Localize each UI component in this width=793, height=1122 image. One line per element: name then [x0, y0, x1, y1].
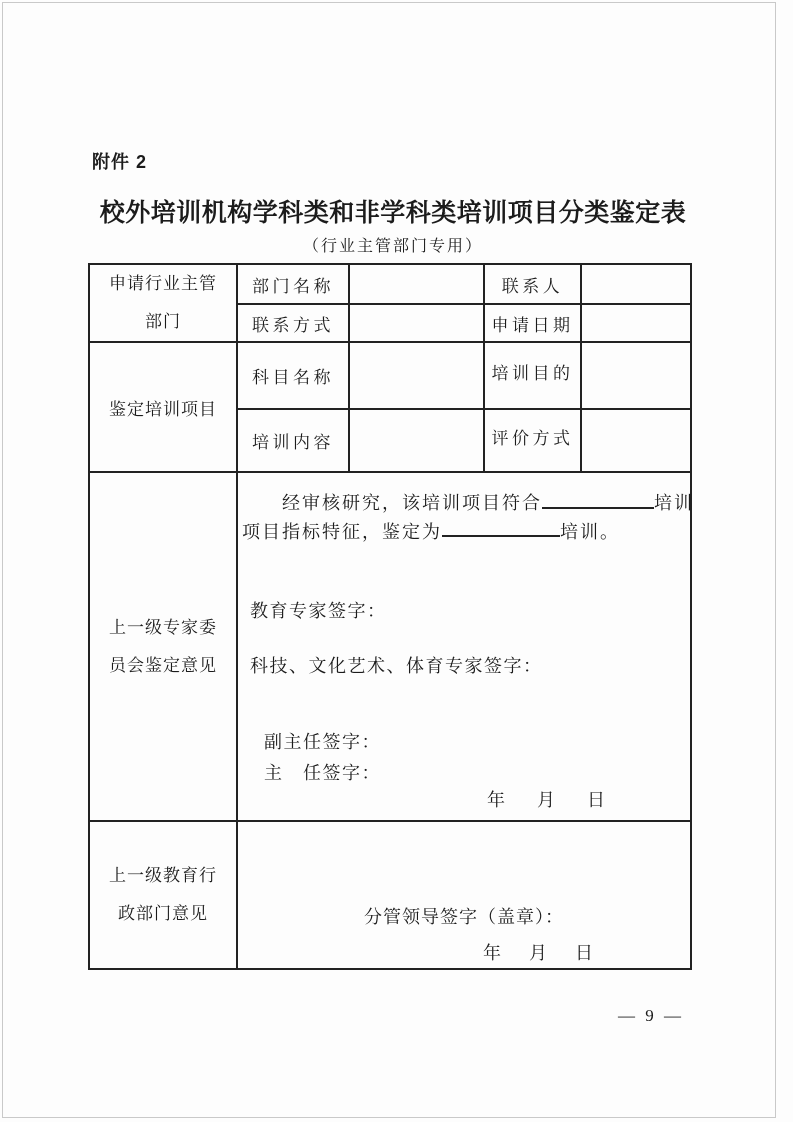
contact-person-input-cell[interactable] — [581, 264, 691, 304]
applicant-section-label: 申请行业主管部门 — [89, 264, 237, 342]
table-row — [89, 342, 691, 409]
document-subtitle: （行业主管部门专用） — [302, 238, 483, 255]
project-section-label: 鉴定培训项目 — [89, 342, 237, 472]
leader-signature-line[interactable]: 分管领导签字（盖章）： — [364, 907, 564, 927]
contact-person-label: 联系人 — [484, 264, 581, 304]
classification-blank-2[interactable] — [442, 517, 560, 538]
admin-date-line[interactable]: 年 月 日 — [483, 943, 598, 963]
conclusion-line-1: 经审核研究，该培训项目符合 培训 — [242, 488, 684, 517]
admin-opinion-section-label: 上一级教育行政部门意见 — [89, 821, 237, 969]
apply-date-input-cell[interactable] — [581, 304, 691, 342]
other-experts-signature-line[interactable]: 科技、文化艺术、体育专家签字： — [250, 656, 543, 677]
table-row — [89, 821, 691, 969]
training-purpose-label: 培训目的 — [484, 342, 581, 409]
training-purpose-input-cell[interactable] — [581, 342, 691, 409]
training-content-input-cell[interactable] — [349, 409, 484, 472]
evaluation-method-input-cell[interactable] — [581, 409, 691, 472]
contact-method-label: 联系方式 — [237, 304, 349, 342]
expert-opinion-section-label: 上一级专家委员会鉴定意见 — [89, 472, 237, 821]
apply-date-label: 申请日期 — [484, 304, 581, 342]
subject-name-label: 科目名称 — [237, 342, 349, 409]
classification-blank-1[interactable] — [542, 488, 654, 509]
contact-method-input-cell[interactable] — [349, 304, 484, 342]
admin-opinion-content-cell — [237, 821, 691, 969]
table-row — [89, 472, 691, 821]
dept-name-input-cell[interactable] — [349, 264, 484, 304]
subject-name-input-cell[interactable] — [349, 342, 484, 409]
deputy-director-signature-line[interactable]: 副主任签字： — [264, 732, 381, 753]
evaluation-method-label: 评价方式 — [484, 409, 581, 472]
classification-form-table — [88, 263, 692, 970]
training-content-label: 培训内容 — [237, 409, 349, 472]
dept-name-label: 部门名称 — [237, 264, 349, 304]
conclusion-line-2: 项目指标特征，鉴定为 培训。 — [242, 517, 684, 546]
page-number: — 9 — — [618, 1006, 684, 1025]
document-title: 校外培训机构学科类和非学科类培训项目分类鉴定表 — [99, 199, 687, 227]
expert-date-line[interactable]: 年 月 日 — [487, 790, 612, 811]
table-row — [89, 264, 691, 304]
education-expert-signature-line[interactable]: 教育专家签字： — [250, 601, 387, 622]
director-signature-line[interactable]: 主 任签字： — [264, 763, 381, 784]
attachment-label: 附件 2 — [92, 152, 148, 172]
expert-opinion-content-cell — [237, 472, 694, 821]
